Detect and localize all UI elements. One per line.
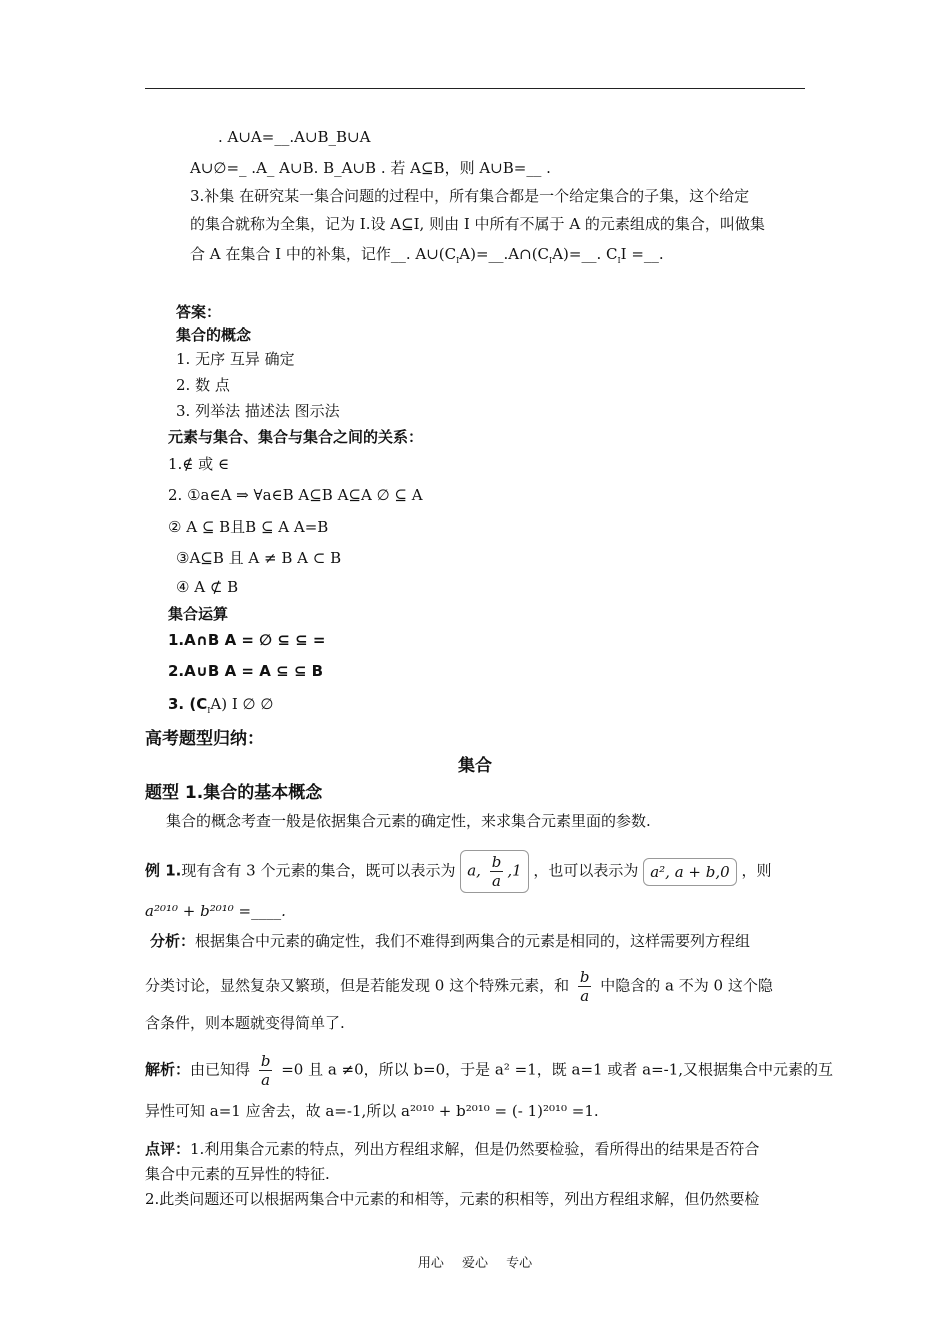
text: 中隐含的 a 不为 0 这个隐 bbox=[600, 976, 773, 995]
text-line: . A∪A=__.A∪B_B∪A bbox=[218, 128, 371, 146]
subscript: I bbox=[549, 256, 553, 265]
comment-line: 集合中元素的互异性的特征. bbox=[145, 1165, 330, 1183]
answer-item bbox=[168, 693, 273, 722]
answer-item: 1. 无序 互异 确定 bbox=[176, 350, 295, 368]
fraction bbox=[259, 1052, 273, 1089]
analysis-line bbox=[150, 930, 750, 952]
text: 分类讨论，显然复杂又繁琐，但是若能发现 0 这个特殊元素，和 bbox=[145, 976, 570, 995]
text: ，也可以表示为 bbox=[533, 861, 639, 880]
denominator: a bbox=[580, 987, 590, 1005]
answer-item: 1.A∩B A = ∅ ⊆ ⊆ = bbox=[168, 631, 326, 649]
text-line: A∪∅=_ .A_ A∪B. B_A∪B . 若 A⊆B，则 A∪B=__ . bbox=[190, 159, 551, 177]
solution-line: 异性可知 a=1 应舍去，故 a=-1,所以 a²⁰¹⁰ + b²⁰¹⁰ = (- 1)²⁰¹⁰ =1. bbox=[145, 1102, 599, 1120]
page-footer: 用心 爱心 专心 bbox=[417, 1256, 533, 1271]
math-expression: a²⁰¹⁰ + b²⁰¹⁰ =____. bbox=[145, 902, 286, 920]
answer-item: ② A ⊆ B且B ⊆ A A=B bbox=[168, 518, 329, 536]
solution-label: 解析： bbox=[145, 1060, 191, 1079]
set-expression: a², a + b,0 bbox=[643, 858, 736, 886]
header-rule bbox=[145, 88, 805, 89]
subscript: I bbox=[617, 256, 621, 265]
denominator: a bbox=[492, 872, 501, 890]
text: A)=__. C bbox=[552, 245, 618, 263]
text: I =__. bbox=[620, 245, 664, 263]
text: 现有含有 3 个元素的集合，既可以表示为 bbox=[181, 861, 456, 880]
text-line bbox=[190, 243, 664, 272]
text: ，则 bbox=[741, 861, 772, 880]
answer-item: 2.A∪B A = A ⊆ ⊆ B bbox=[168, 662, 324, 680]
answer-title: 答案： bbox=[176, 303, 222, 321]
text: 根据集合中元素的确定性，我们不难得到两集合的元素是相同的，这样需要列方程组 bbox=[195, 932, 751, 950]
denominator: a bbox=[261, 1071, 271, 1089]
fraction bbox=[578, 968, 592, 1005]
answer-item: ④ A ⊄ B bbox=[176, 578, 239, 596]
text-line: 的集合就称为全集，记为 I.设 A⊆I, 则由 I 中所有不属于 A 的元素组成的集合，叫做集 bbox=[190, 215, 765, 233]
example-label: 例 1. bbox=[145, 861, 182, 880]
text-line: 3.补集 在研究某一集合问题的过程中，所有集合都是一个给定集合的子集，这个给定 bbox=[190, 187, 750, 205]
comment-line bbox=[145, 1138, 759, 1160]
answer-item: 1.∉ 或 ∈ bbox=[168, 455, 230, 473]
comment-line: 2.此类问题还可以根据两集合中元素的和相等，元素的积相等，列出方程组求解，但仍然要检 bbox=[145, 1190, 760, 1208]
text: 3. (C bbox=[168, 695, 208, 713]
section-title: 集合运算 bbox=[168, 605, 229, 623]
answer-item: 2. ①a∈A ⇒ ∀a∈B A⊆B A⊆A ∅ ⊆ A bbox=[168, 486, 423, 504]
example-line bbox=[145, 850, 771, 893]
center-title: 集合 bbox=[458, 756, 492, 776]
paragraph: 集合的概念考查一般是依据集合元素的确定性，来求集合元素里面的参数. bbox=[166, 812, 651, 830]
numerator: b bbox=[579, 968, 590, 986]
answer-item: 3. 列举法 描述法 图示法 bbox=[176, 402, 340, 420]
analysis-line: 含条件，则本题就变得简单了. bbox=[145, 1014, 345, 1032]
analysis-line bbox=[145, 968, 773, 1005]
subscript: I bbox=[456, 256, 460, 265]
section-heading: 高考题型归纳： bbox=[145, 729, 264, 749]
text: A) I ∅ ∅ bbox=[210, 695, 274, 713]
text: 1.利用集合元素的特点，列出方程组求解，但是仍然要检验，看所得出的结果是否符合 bbox=[190, 1140, 760, 1158]
subscript: I bbox=[207, 706, 211, 715]
text: 合 A 在集合 I 中的补集，记作__. A∪(C bbox=[190, 245, 457, 263]
answer-item: 2. 数 点 bbox=[176, 376, 230, 394]
fraction bbox=[490, 853, 504, 890]
numerator: b bbox=[260, 1052, 271, 1070]
section-title: 元素与集合、集合与集合之间的关系： bbox=[168, 428, 424, 446]
comment-label: 点评： bbox=[145, 1140, 191, 1158]
text: 由已知得 bbox=[190, 1060, 251, 1079]
analysis-label: 分析： bbox=[150, 932, 196, 950]
text: =0 且 a ≠0，所以 b=0，于是 a² =1，既 a=1 或者 a=-1,又根据集合中元素的互 bbox=[281, 1060, 834, 1079]
solution-line bbox=[145, 1052, 833, 1089]
section-title: 集合的概念 bbox=[176, 326, 252, 344]
answer-item: ③A⊆B 且 A ≠ B A ⊂ B bbox=[176, 549, 342, 567]
set-expression: a, $\frac{b}{a}$ ,1 bbox=[460, 850, 528, 893]
topic-title: 题型 1.集合的基本概念 bbox=[145, 783, 323, 803]
text: A)=__.A∩(C bbox=[459, 245, 550, 263]
numerator: b bbox=[491, 853, 502, 871]
